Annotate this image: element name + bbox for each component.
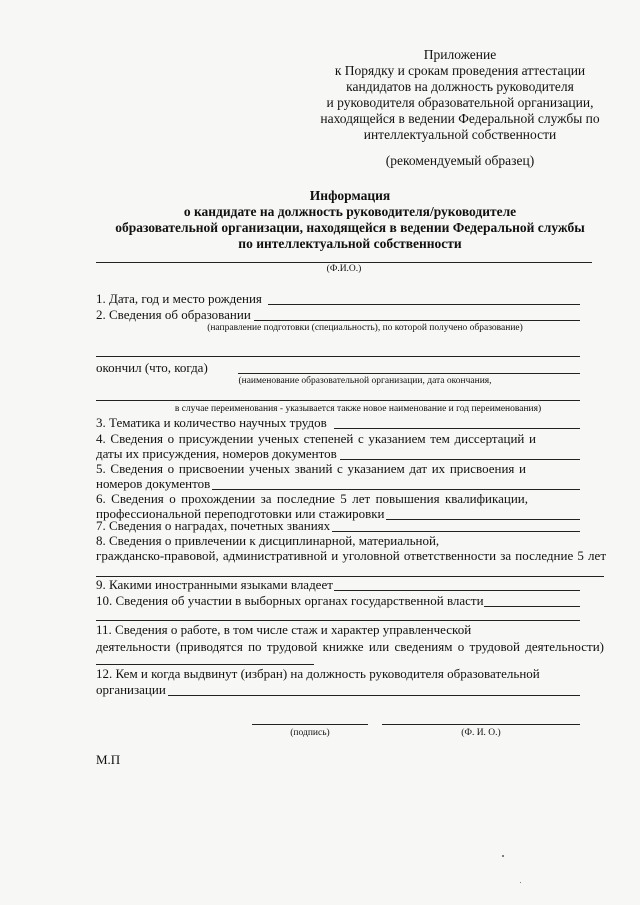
graduated-caption-1: (наименование образовательной организации, дата окончания,	[238, 376, 492, 386]
appendix-line: и руководителя образовательной организации,	[326, 95, 594, 110]
appendix-line: кандидатов на должность руководителя	[346, 79, 574, 94]
item-12-label-line1: 12. Кем и когда выдвинут (избран) на должность руководителя образовательной	[96, 666, 540, 681]
form-title: Информация	[309, 188, 391, 203]
appendix-line: к Порядку и срокам проведения аттестации	[334, 63, 586, 78]
appendix-line: находящейся в ведении Федеральной службы по	[320, 111, 600, 126]
scan-speck	[520, 882, 521, 883]
item-1-field[interactable]	[268, 304, 580, 305]
signature-field[interactable]	[252, 724, 368, 725]
item-10-label: 10. Сведения об участии в выборных органах государственной власти	[96, 593, 484, 608]
signature-fio-caption: (Ф. И. О.)	[461, 728, 501, 738]
item-2-caption: (направление подготовки (специальность), по которой получено образование)	[207, 323, 523, 333]
fio-line[interactable]	[96, 262, 592, 263]
sample-note: (рекомендуемый образец)	[385, 153, 535, 168]
item-2-field-extra[interactable]	[96, 356, 580, 357]
item-10-field-extra[interactable]	[96, 620, 580, 621]
item-5-label-line2: номеров документов	[96, 476, 211, 491]
item-11-label-line1: 11. Сведения о работе, в том числе стаж и характер управленческой	[96, 622, 472, 637]
appendix-title: Приложение	[423, 47, 497, 62]
item-8-label-line2: гражданско-правовой, административной и уголовной ответственности за последние 5 лет	[96, 548, 606, 563]
form-subtitle-line: о кандидате на должность руководителя/руководителе	[183, 204, 517, 219]
item-3-field[interactable]	[334, 428, 580, 429]
graduated-caption-2: в случае переименования - указывается также новое наименование и год переименования)	[174, 404, 542, 414]
item-12-label-line2: организации	[96, 682, 166, 697]
signature-fio-field[interactable]	[382, 724, 580, 725]
item-6-field[interactable]	[386, 519, 580, 520]
graduated-field[interactable]	[238, 373, 580, 374]
item-2-label: 2. Сведения об образовании	[96, 307, 251, 322]
signature-caption: (подпись)	[290, 728, 330, 738]
item-1-label: 1. Дата, год и место рождения	[96, 291, 262, 306]
item-4-label-line2: даты их присуждения, номеров документов	[96, 446, 337, 461]
item-4-label-line1: 4. Сведения о присуждении ученых степеней с указанием тем диссертаций и	[96, 431, 536, 446]
stamp-place: М.П	[96, 752, 121, 767]
item-5-label-line1: 5. Сведения о присвоении ученых званий с указанием дат их присвоения и	[96, 461, 526, 476]
item-7-field[interactable]	[332, 531, 580, 532]
item-3-label: 3. Тематика и количество научных трудов	[96, 415, 327, 430]
item-5-field[interactable]	[212, 489, 580, 490]
scan-speck	[502, 855, 504, 857]
graduated-field-extra[interactable]	[96, 400, 580, 401]
item-8-label-line1: 8. Сведения о привлечении к дисциплинарной, материальной,	[96, 533, 440, 548]
item-2-field[interactable]	[254, 320, 580, 321]
form-subtitle-line: по интеллектуальной собственности	[238, 236, 462, 251]
item-10-field[interactable]	[484, 606, 580, 607]
item-11-field[interactable]	[96, 664, 314, 665]
item-6-label-line2: профессиональной переподготовки или стажировки	[96, 506, 385, 521]
graduated-label: окончил (что, когда)	[96, 360, 208, 375]
appendix-line: интеллектуальной собственности	[363, 127, 557, 142]
item-9-label: 9. Какими иностранными языками владеет	[96, 577, 333, 592]
item-12-field[interactable]	[168, 695, 580, 696]
item-11-label-line2: деятельности (приводятся по трудовой книжке или сведениям о трудовой деятельности)	[96, 639, 604, 654]
item-6-label-line1: 6. Сведения о прохождении за последние 5 лет повышения квалификации,	[96, 491, 528, 506]
item-9-field[interactable]	[334, 590, 580, 591]
fio-caption: (Ф.И.О.)	[326, 264, 362, 274]
item-4-field[interactable]	[340, 459, 580, 460]
form-subtitle-line: образовательной организации, находящейся в ведении Федеральной службы	[115, 220, 585, 235]
item-7-label: 7. Сведения о наградах, почетных званиях	[96, 518, 331, 533]
